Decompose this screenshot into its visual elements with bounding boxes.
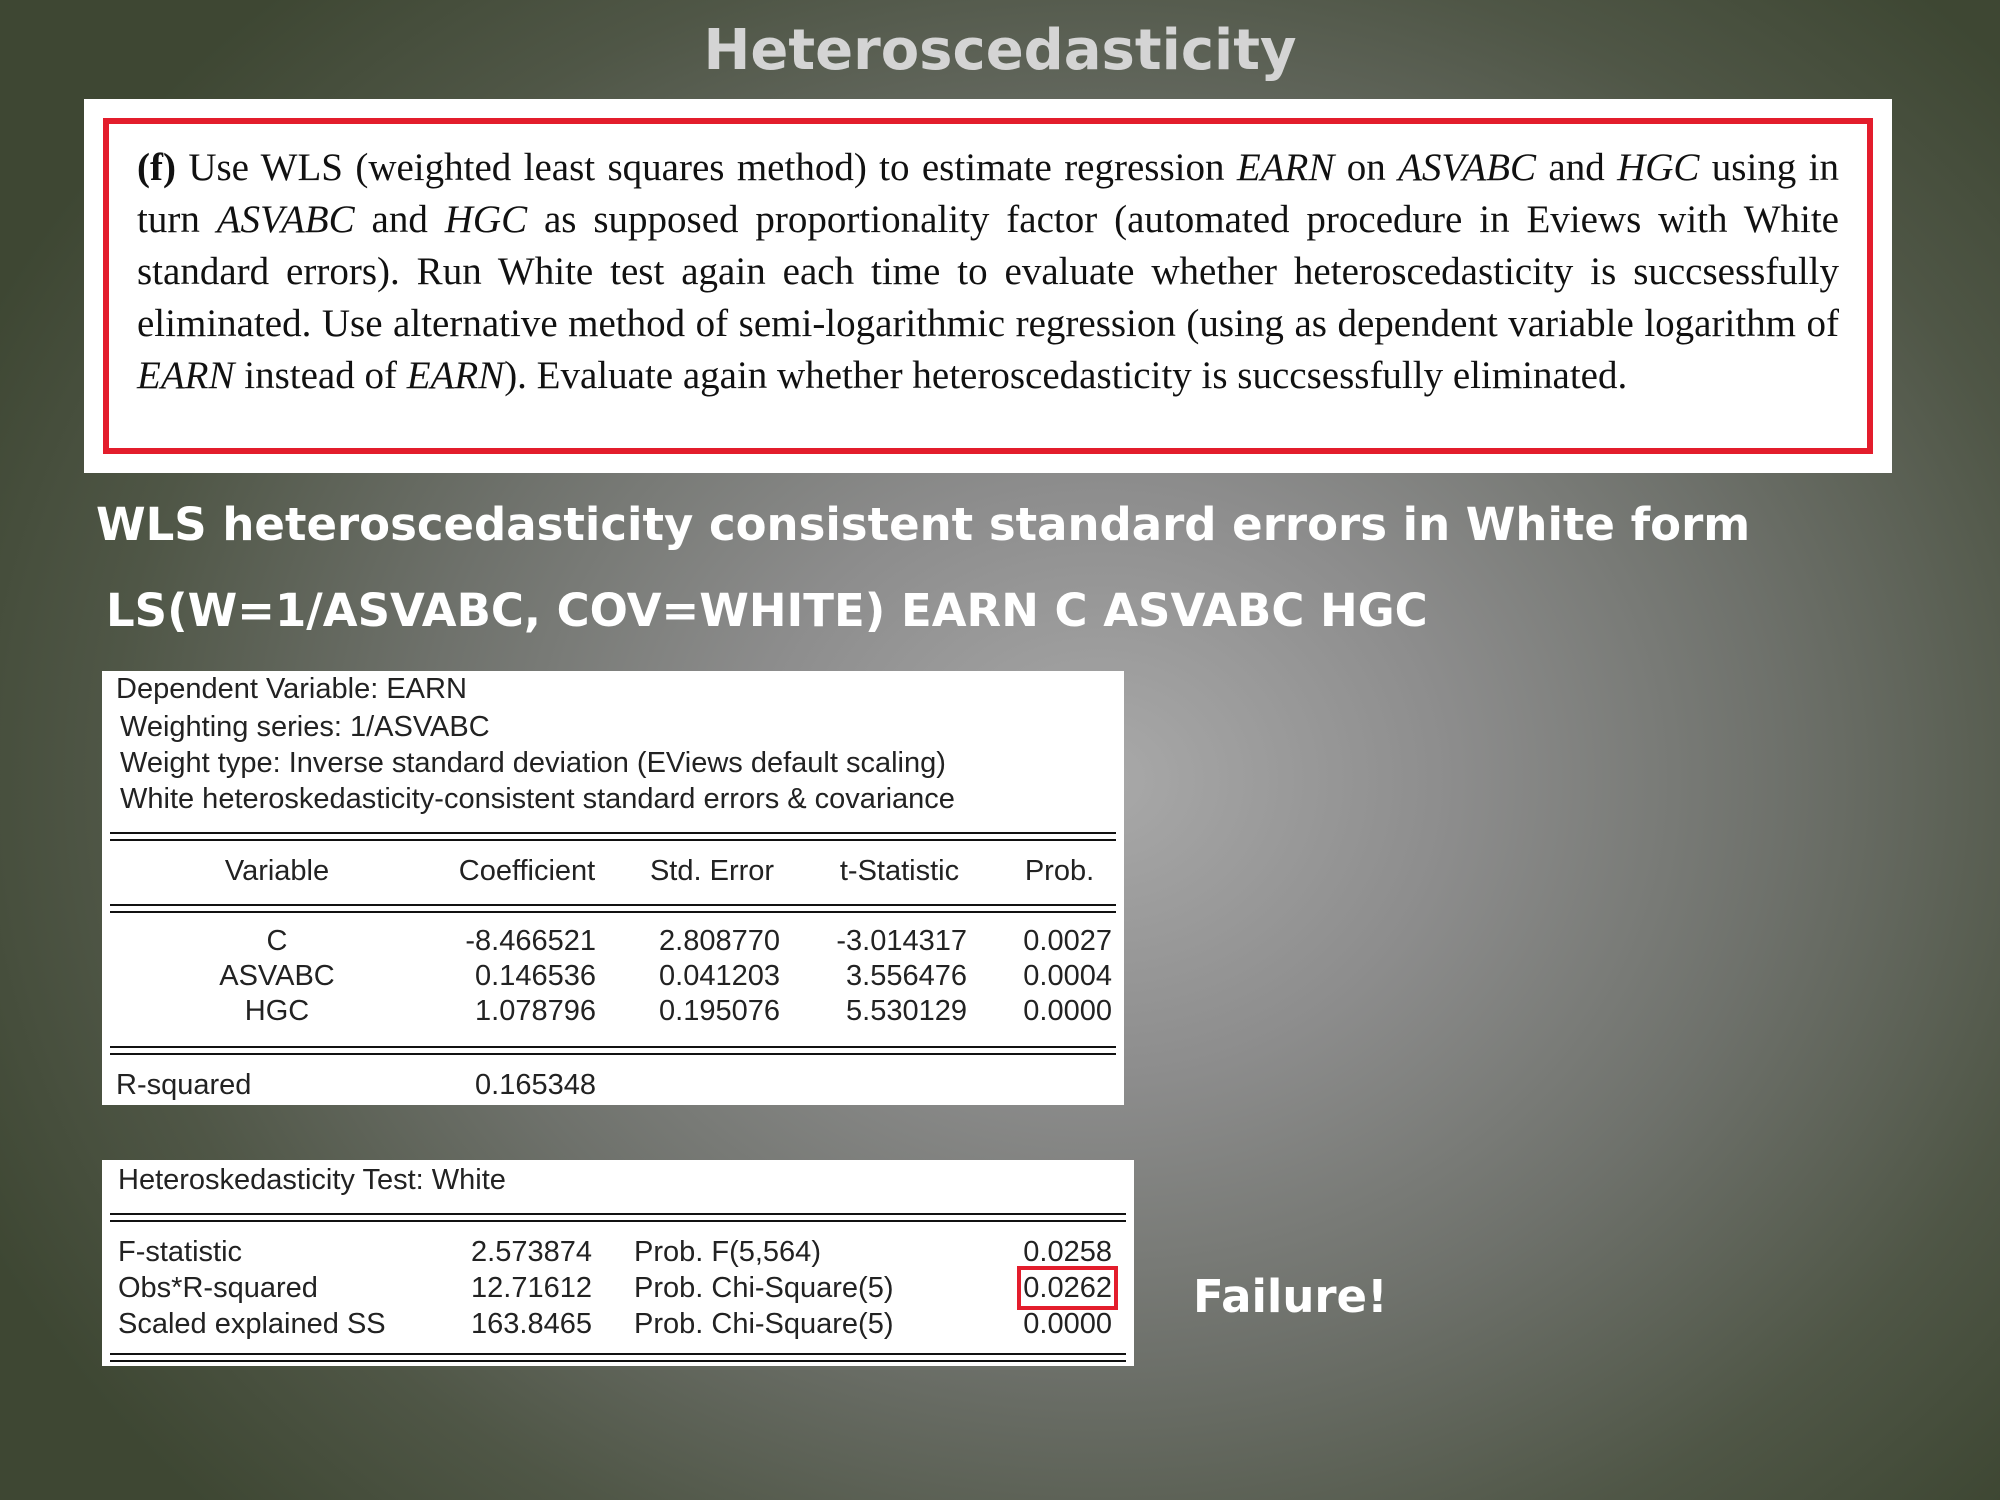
white-test-title: Heteroskedasticity Test: White xyxy=(118,1164,506,1196)
table-row-asvabc-std-error: 0.041203 xyxy=(659,960,780,992)
highlighted-prob-value: 0.0262 xyxy=(1023,1272,1112,1304)
table-row-scaled-ss-test: Prob. Chi-Square(5) xyxy=(634,1308,894,1340)
table-row-f-statistic-test: Prob. F(5,564) xyxy=(634,1236,821,1268)
column-header-variable: Variable xyxy=(224,855,330,887)
task-text: (f) Use WLS (weighted least squares method) to estimate regression EARN on ASVABC and HGC using in turn ASVABC and HGC as supposed proportionality factor (automated procedure in Eviews with White standard errors). Run White test again each time to evaluate whether heteroscedasticity is succsessfully eliminated. Use alternative method of semi-logarithmic regression (using as dependent variable logarithm of EARN instead of EARN). Evaluate again whether heteroscedasticity is succsessfully eliminated. xyxy=(137,146,1840,397)
table-row-f-statistic-prob: 0.0258 xyxy=(1023,1236,1112,1268)
column-header-coefficient: Coefficient xyxy=(458,855,596,887)
white-test-panel xyxy=(102,1160,1134,1366)
column-header-prob: Prob. xyxy=(1024,855,1095,887)
table-row-f-statistic-value: 2.573874 xyxy=(471,1236,592,1268)
column-header-t-statistic: t-Statistic xyxy=(839,855,960,887)
rule xyxy=(110,1046,1116,1048)
rule xyxy=(110,1053,1116,1055)
table-row-hgc-coefficient: 1.078796 xyxy=(475,995,596,1027)
table-row-scaled-ss-value: 163.8465 xyxy=(471,1308,592,1340)
rule xyxy=(110,832,1116,834)
table-row-f-statistic-label: F-statistic xyxy=(118,1236,243,1268)
rule xyxy=(110,911,1116,913)
verdict-failure: Failure! xyxy=(1193,1270,1388,1323)
task-description-box xyxy=(84,99,1892,473)
rule xyxy=(110,1360,1126,1362)
rule xyxy=(110,1213,1126,1215)
table-row-obs-r-squared-test: Prob. Chi-Square(5) xyxy=(634,1272,894,1304)
ls-command: LS(W=1/ASVABC, COV=WHITE) EARN C ASVABC HGC xyxy=(106,584,1428,637)
white-se-line: White heteroskedasticity-consistent standard errors & covariance xyxy=(120,783,955,815)
task-red-frame xyxy=(103,118,1873,454)
weighting-series-line: Weighting series: 1/ASVABC xyxy=(120,711,490,743)
table-row-asvabc-t-statistic: 3.556476 xyxy=(846,960,967,992)
r-squared-label: R-squared xyxy=(116,1069,252,1101)
weight-type-line: Weight type: Inverse standard deviation (EViews default scaling) xyxy=(120,747,946,779)
rule xyxy=(110,1220,1126,1222)
table-row-c-variable: C xyxy=(266,925,288,957)
dependent-variable-line: Dependent Variable: EARN xyxy=(116,673,467,705)
table-row-obs-r-squared-prob-wrap xyxy=(982,1272,1112,1305)
table-row-scaled-ss-label: Scaled explained SS xyxy=(118,1308,386,1340)
table-row-obs-r-squared-label: Obs*R-squared xyxy=(118,1272,318,1304)
r-squared-value: 0.165348 xyxy=(475,1069,596,1101)
table-row-c-std-error: 2.808770 xyxy=(659,925,780,957)
wls-heading: WLS heteroscedasticity consistent standard errors in White form xyxy=(96,498,1751,551)
rule xyxy=(110,839,1116,841)
table-row-scaled-ss-prob: 0.0000 xyxy=(1023,1308,1112,1340)
table-row-hgc-variable: HGC xyxy=(244,995,310,1027)
table-row-obs-r-squared-value: 12.71612 xyxy=(471,1272,592,1304)
table-row-asvabc-coefficient: 0.146536 xyxy=(475,960,596,992)
table-row-c-prob: 0.0027 xyxy=(1023,925,1112,957)
table-row-hgc-prob: 0.0000 xyxy=(1023,995,1112,1027)
table-row-hgc-std-error: 0.195076 xyxy=(659,995,780,1027)
estimation-output-panel xyxy=(102,671,1124,1105)
column-header-std-error: Std. Error xyxy=(649,855,775,887)
slide-title: Heteroscedasticity xyxy=(703,18,1297,83)
rule xyxy=(110,1353,1126,1355)
rule xyxy=(110,904,1116,906)
table-row-asvabc-variable: ASVABC xyxy=(219,960,335,992)
table-row-c-t-statistic: -3.014317 xyxy=(836,925,967,957)
table-row-hgc-t-statistic: 5.530129 xyxy=(846,995,967,1027)
table-row-c-coefficient: -8.466521 xyxy=(465,925,596,957)
table-row-asvabc-prob: 0.0004 xyxy=(1023,960,1112,992)
